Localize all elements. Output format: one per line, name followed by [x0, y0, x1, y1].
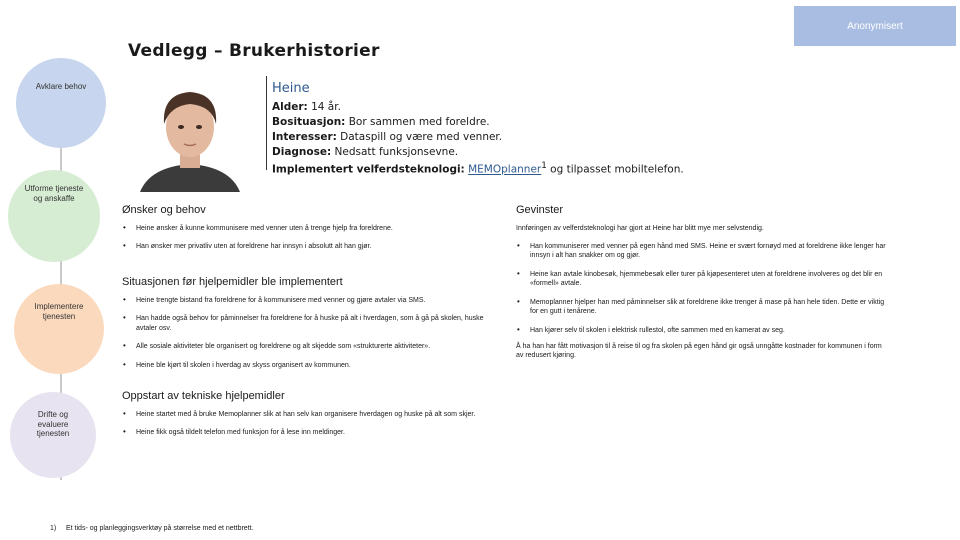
phase-assess-needs — [16, 58, 106, 148]
profile-name: Heine — [272, 81, 310, 96]
gains-list — [516, 242, 886, 344]
list-item: • Heine startet med å bruke Memoplanner slik at han selv kan organisere hverdagen og huske på alt som skjer. — [122, 410, 500, 419]
anonymized-badge: Anonymisert — [794, 6, 956, 46]
list-item: • Han kjører selv til skolen i elektrisk rullestol, ofte sammen med en kamerat av seg. — [516, 326, 886, 335]
profile-photo — [120, 72, 260, 192]
profile-living: Bosituasjon: Bor sammen med foreldre. — [272, 116, 490, 129]
situation-list — [122, 296, 498, 379]
list-item: • Heine ønsker å kunne kommunisere med venner uten å trenge hjelp fra foreldrene. — [122, 224, 502, 233]
profile-interests: Interesser: Dataspill og være med venner. — [272, 131, 503, 144]
situation-heading: Situasjonen før hjelpemidler ble implementert — [122, 276, 343, 288]
footnote-text: Et tids- og planleggingsverktøy på størrelse med et nettbrett. — [66, 525, 254, 532]
startup-heading: Oppstart av tekniske hjelpemidler — [122, 390, 285, 402]
footnote — [50, 525, 254, 532]
list-item: • Heine fikk også tildelt telefon med funksjon for å lese inn meldinger. — [122, 428, 500, 437]
startup-list — [122, 410, 500, 447]
wishes-heading: Ønsker og behov — [122, 204, 206, 216]
memoplanner-link[interactable]: MEMOplanner — [468, 163, 542, 176]
list-item: • Heine trengte bistand fra foreldrene for å kommunisere med venner og gjøre avtaler via SMS. — [122, 296, 498, 305]
list-item: • Han ønsker mer privatliv uten at foreldrene har innsyn i absolutt alt han gjør. — [122, 242, 502, 251]
profile-age: Alder: 14 år. — [272, 101, 341, 114]
profile-diagnosis: Diagnose: Nedsatt funksjonsevne. — [272, 146, 459, 159]
list-item: • Alle sosiale aktiviteter ble organisert og foreldrene og alt skjedde som «strukturerte aktiviteter». — [122, 342, 498, 351]
phase-operate-evaluate — [10, 392, 96, 478]
gains-heading: Gevinster — [516, 204, 564, 216]
list-item: • Han kommuniserer med venner på egen hånd med SMS. Heine er svært fornøyd med at foreldrene ikke lenger har innsyn i alt han snakker om og gjør. — [516, 242, 886, 261]
profile-block — [272, 80, 684, 177]
phase-label: Drifte og evaluere tjenesten — [36, 410, 70, 439]
profile-technology: Implementert velferdsteknologi: MEMOplanner$^1$ og tilpasset mobiltelefon. — [272, 161, 684, 176]
list-item: • Heine kan avtale kinobesøk, hjemmebesøk eller turer på kjøpesenteret uten at foreldrene involveres og det blir en «formell» avtale. — [516, 270, 886, 289]
phase-design-procure — [8, 170, 100, 262]
wishes-list — [122, 224, 502, 261]
phase-label: Avklare behov — [35, 82, 87, 91]
list-item: • Memoplanner hjelper han med påminnelser slik at foreldrene ikke trenger å mase på han hele tiden. Dette er viktig for en gutt i tenårene. — [516, 298, 886, 317]
gains-intro: Innføringen av velferdsteknologi har gjort at Heine har blitt mye mer selvstendig. — [516, 225, 764, 232]
phase-label: Implementere tjenesten — [34, 302, 84, 321]
list-item: • Heine ble kjørt til skolen i hverdag av skyss organisert av kommunen. — [122, 361, 498, 370]
footnote-number: 1) — [50, 525, 57, 532]
phase-implement — [14, 284, 104, 374]
list-item: • Han hadde også behov for påminnelser fra foreldrene for å huske på alt i hverdagen, som å gå på skolen, huske avtaler osv. — [122, 314, 498, 333]
gains-outro: Å ha han har fått motivasjon til å reise til og fra skolen på egen hånd gir også unngåtte kostnader for kommunen i form av redusert kjøring. — [516, 343, 882, 360]
page-title: Vedlegg – Brukerhistorier — [128, 41, 380, 61]
profile-divider — [266, 76, 267, 170]
phase-label: Utforme tjeneste og anskaffe — [24, 184, 84, 203]
